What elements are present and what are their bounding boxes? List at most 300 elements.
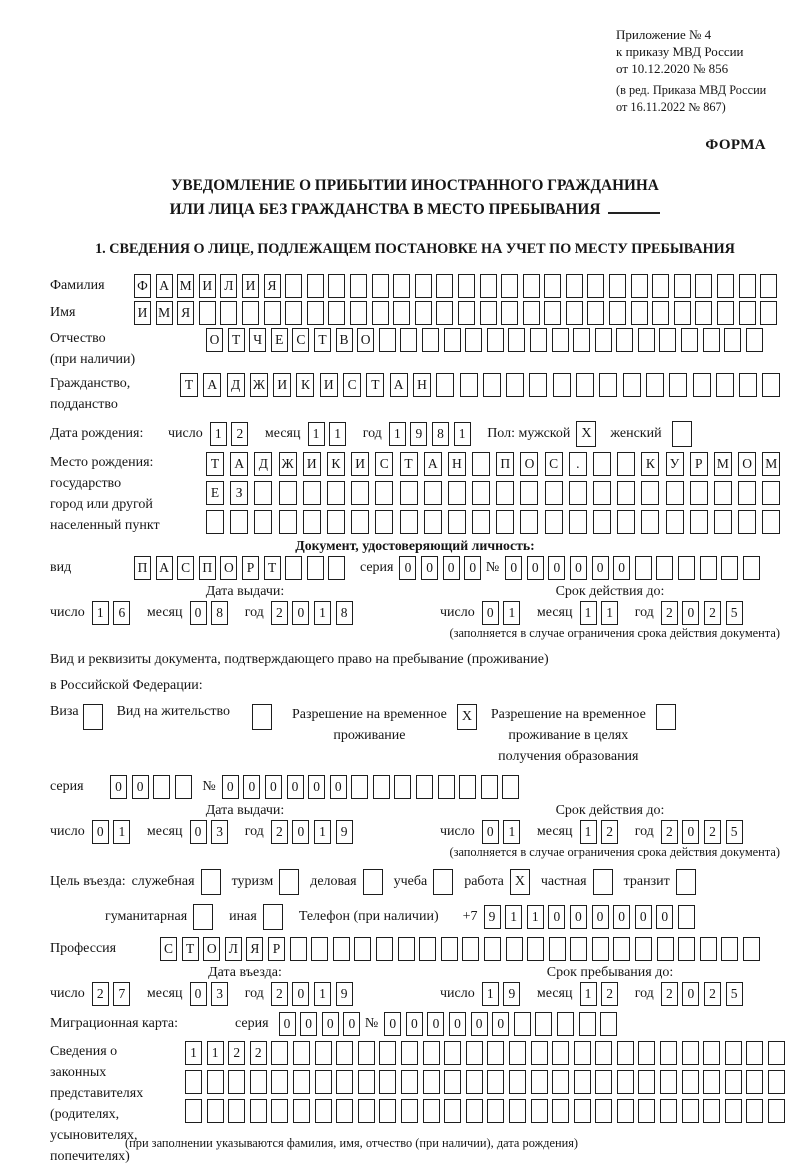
visa-checkbox[interactable] <box>83 704 103 730</box>
char-cell[interactable]: 1 <box>210 422 227 446</box>
char-cell[interactable] <box>660 1099 677 1123</box>
char-cell[interactable] <box>444 1099 461 1123</box>
char-cell[interactable]: 0 <box>132 775 149 799</box>
char-cell[interactable] <box>271 1041 288 1065</box>
char-cell[interactable]: 0 <box>482 601 499 625</box>
char-cell[interactable]: 1 <box>92 601 109 625</box>
char-cell[interactable] <box>678 556 695 580</box>
char-cell[interactable] <box>593 481 611 505</box>
char-cell[interactable]: 1 <box>527 905 544 929</box>
char-cell[interactable]: 0 <box>443 556 460 580</box>
char-cell[interactable] <box>336 1070 353 1094</box>
purpose-transit-checkbox[interactable] <box>676 869 696 895</box>
char-cell[interactable] <box>531 1041 548 1065</box>
char-cell[interactable] <box>531 1070 548 1094</box>
char-cell[interactable]: Д <box>227 373 245 397</box>
char-cell[interactable] <box>738 510 756 534</box>
char-cell[interactable] <box>593 510 611 534</box>
char-cell[interactable] <box>509 1070 526 1094</box>
char-cell[interactable] <box>466 1041 483 1065</box>
char-cell[interactable] <box>674 274 691 298</box>
char-cell[interactable] <box>724 328 741 352</box>
char-cell[interactable]: В <box>336 328 353 352</box>
char-cell[interactable] <box>569 510 587 534</box>
char-cell[interactable]: Ж <box>279 452 297 476</box>
char-cell[interactable] <box>483 373 501 397</box>
char-cell[interactable]: 1 <box>580 982 597 1006</box>
char-cell[interactable]: 6 <box>113 601 130 625</box>
char-cell[interactable] <box>424 481 442 505</box>
char-cell[interactable] <box>199 301 216 325</box>
char-cell[interactable]: 9 <box>410 422 427 446</box>
char-cell[interactable] <box>544 301 561 325</box>
char-cell[interactable] <box>379 1099 396 1123</box>
char-cell[interactable] <box>271 1099 288 1123</box>
char-cell[interactable]: 0 <box>682 601 699 625</box>
char-cell[interactable] <box>721 556 738 580</box>
char-cell[interactable] <box>465 328 482 352</box>
char-cell[interactable] <box>646 373 664 397</box>
char-cell[interactable] <box>460 373 478 397</box>
char-cell[interactable] <box>415 301 432 325</box>
char-cell[interactable] <box>207 1099 224 1123</box>
char-cell[interactable]: 0 <box>330 775 347 799</box>
char-cell[interactable]: 0 <box>406 1012 423 1036</box>
char-cell[interactable] <box>351 775 368 799</box>
char-cell[interactable] <box>739 274 756 298</box>
char-cell[interactable]: 0 <box>190 820 207 844</box>
char-cell[interactable] <box>762 373 780 397</box>
char-cell[interactable] <box>635 556 652 580</box>
char-cell[interactable]: И <box>303 452 321 476</box>
char-cell[interactable]: 0 <box>570 556 587 580</box>
char-cell[interactable] <box>466 1099 483 1123</box>
char-cell[interactable]: 1 <box>503 601 520 625</box>
char-cell[interactable] <box>746 1041 763 1065</box>
char-cell[interactable] <box>448 481 466 505</box>
char-cell[interactable] <box>681 328 698 352</box>
char-cell[interactable]: 0 <box>110 775 127 799</box>
char-cell[interactable] <box>351 481 369 505</box>
char-cell[interactable]: 2 <box>661 982 678 1006</box>
char-cell[interactable] <box>279 510 297 534</box>
char-cell[interactable]: 0 <box>548 905 565 929</box>
char-cell[interactable]: С <box>375 452 393 476</box>
char-cell[interactable] <box>358 1070 375 1094</box>
char-cell[interactable]: 2 <box>601 820 618 844</box>
char-cell[interactable]: 0 <box>243 775 260 799</box>
char-cell[interactable]: М <box>177 274 194 298</box>
char-cell[interactable]: 2 <box>92 982 109 1006</box>
char-cell[interactable] <box>674 301 691 325</box>
char-cell[interactable]: О <box>203 937 220 961</box>
char-cell[interactable]: 2 <box>704 982 721 1006</box>
char-cell[interactable]: Я <box>246 937 263 961</box>
char-cell[interactable]: 0 <box>635 905 652 929</box>
char-cell[interactable] <box>398 937 415 961</box>
char-cell[interactable] <box>552 1070 569 1094</box>
char-cell[interactable]: 1 <box>113 820 130 844</box>
char-cell[interactable] <box>566 274 583 298</box>
char-cell[interactable] <box>617 1041 634 1065</box>
char-cell[interactable] <box>472 481 490 505</box>
char-cell[interactable]: 2 <box>228 1041 245 1065</box>
char-cell[interactable] <box>424 510 442 534</box>
char-cell[interactable]: Е <box>271 328 288 352</box>
char-cell[interactable]: 0 <box>492 1012 509 1036</box>
char-cell[interactable] <box>508 328 525 352</box>
char-cell[interactable] <box>762 481 780 505</box>
temp-residence-checkbox[interactable]: X <box>457 704 477 730</box>
char-cell[interactable]: Р <box>268 937 285 961</box>
char-cell[interactable]: 0 <box>343 1012 360 1036</box>
char-cell[interactable] <box>617 452 635 476</box>
char-cell[interactable] <box>327 510 345 534</box>
char-cell[interactable]: 9 <box>336 982 353 1006</box>
purpose-business-checkbox[interactable] <box>363 869 383 895</box>
purpose-other-checkbox[interactable] <box>263 904 283 930</box>
char-cell[interactable] <box>666 481 684 505</box>
char-cell[interactable]: 3 <box>211 982 228 1006</box>
char-cell[interactable] <box>725 1070 742 1094</box>
char-cell[interactable]: 0 <box>471 1012 488 1036</box>
char-cell[interactable] <box>419 937 436 961</box>
char-cell[interactable] <box>725 1041 742 1065</box>
char-cell[interactable]: Ч <box>249 328 266 352</box>
char-cell[interactable] <box>617 481 635 505</box>
char-cell[interactable] <box>574 1099 591 1123</box>
char-cell[interactable] <box>623 373 641 397</box>
char-cell[interactable] <box>574 1070 591 1094</box>
char-cell[interactable] <box>441 937 458 961</box>
char-cell[interactable] <box>700 556 717 580</box>
char-cell[interactable] <box>250 1099 267 1123</box>
char-cell[interactable] <box>617 1099 634 1123</box>
char-cell[interactable] <box>641 481 659 505</box>
char-cell[interactable]: 1 <box>389 422 406 446</box>
char-cell[interactable] <box>423 1070 440 1094</box>
char-cell[interactable] <box>768 1070 785 1094</box>
char-cell[interactable] <box>438 775 455 799</box>
char-cell[interactable] <box>379 328 396 352</box>
char-cell[interactable] <box>487 1070 504 1094</box>
char-cell[interactable]: М <box>156 301 173 325</box>
char-cell[interactable]: Л <box>225 937 242 961</box>
char-cell[interactable]: 1 <box>580 820 597 844</box>
char-cell[interactable] <box>230 510 248 534</box>
char-cell[interactable] <box>228 1099 245 1123</box>
char-cell[interactable] <box>401 1070 418 1094</box>
char-cell[interactable] <box>638 1070 655 1094</box>
char-cell[interactable] <box>373 775 390 799</box>
char-cell[interactable] <box>746 328 763 352</box>
char-cell[interactable] <box>638 328 655 352</box>
char-cell[interactable]: А <box>156 274 173 298</box>
char-cell[interactable] <box>595 328 612 352</box>
char-cell[interactable]: Т <box>228 328 245 352</box>
char-cell[interactable]: 2 <box>704 601 721 625</box>
char-cell[interactable] <box>375 510 393 534</box>
char-cell[interactable] <box>185 1099 202 1123</box>
char-cell[interactable] <box>631 274 648 298</box>
char-cell[interactable] <box>358 1041 375 1065</box>
char-cell[interactable] <box>242 301 259 325</box>
char-cell[interactable] <box>250 1070 267 1094</box>
char-cell[interactable]: 1 <box>314 820 331 844</box>
char-cell[interactable] <box>678 937 695 961</box>
char-cell[interactable] <box>315 1099 332 1123</box>
char-cell[interactable] <box>175 775 192 799</box>
char-cell[interactable] <box>595 1070 612 1094</box>
char-cell[interactable]: С <box>292 328 309 352</box>
char-cell[interactable]: И <box>320 373 338 397</box>
char-cell[interactable] <box>376 937 393 961</box>
char-cell[interactable] <box>423 1041 440 1065</box>
char-cell[interactable]: 2 <box>601 982 618 1006</box>
char-cell[interactable]: 1 <box>580 601 597 625</box>
char-cell[interactable]: О <box>357 328 374 352</box>
char-cell[interactable] <box>487 328 504 352</box>
char-cell[interactable] <box>617 1070 634 1094</box>
purpose-work-checkbox[interactable]: X <box>510 869 530 895</box>
char-cell[interactable] <box>496 481 514 505</box>
char-cell[interactable] <box>530 328 547 352</box>
char-cell[interactable]: 7 <box>113 982 130 1006</box>
char-cell[interactable] <box>303 510 321 534</box>
char-cell[interactable]: 0 <box>449 1012 466 1036</box>
char-cell[interactable] <box>739 373 757 397</box>
char-cell[interactable] <box>480 274 497 298</box>
char-cell[interactable] <box>743 556 760 580</box>
char-cell[interactable]: 9 <box>503 982 520 1006</box>
char-cell[interactable]: 2 <box>271 982 288 1006</box>
char-cell[interactable] <box>613 937 630 961</box>
char-cell[interactable] <box>721 937 738 961</box>
char-cell[interactable] <box>254 481 272 505</box>
char-cell[interactable] <box>415 274 432 298</box>
char-cell[interactable]: А <box>156 556 173 580</box>
char-cell[interactable] <box>545 481 563 505</box>
char-cell[interactable]: Л <box>220 274 237 298</box>
char-cell[interactable]: 0 <box>570 905 587 929</box>
char-cell[interactable]: 0 <box>292 982 309 1006</box>
char-cell[interactable] <box>336 1099 353 1123</box>
char-cell[interactable]: 8 <box>432 422 449 446</box>
char-cell[interactable] <box>762 510 780 534</box>
char-cell[interactable] <box>587 301 604 325</box>
char-cell[interactable]: 0 <box>592 556 609 580</box>
char-cell[interactable] <box>760 301 777 325</box>
char-cell[interactable] <box>609 274 626 298</box>
char-cell[interactable]: А <box>230 452 248 476</box>
char-cell[interactable]: З <box>230 481 248 505</box>
char-cell[interactable] <box>659 328 676 352</box>
char-cell[interactable] <box>336 1041 353 1065</box>
char-cell[interactable]: 9 <box>336 820 353 844</box>
purpose-official-checkbox[interactable] <box>201 869 221 895</box>
char-cell[interactable] <box>570 937 587 961</box>
residence-permit-checkbox[interactable] <box>252 704 272 730</box>
char-cell[interactable] <box>520 510 538 534</box>
sex-female-checkbox[interactable] <box>672 421 692 447</box>
char-cell[interactable]: 0 <box>548 556 565 580</box>
char-cell[interactable]: 1 <box>329 422 346 446</box>
char-cell[interactable] <box>351 510 369 534</box>
char-cell[interactable] <box>279 481 297 505</box>
char-cell[interactable] <box>285 301 302 325</box>
char-cell[interactable] <box>529 373 547 397</box>
char-cell[interactable]: Д <box>254 452 272 476</box>
char-cell[interactable] <box>207 1070 224 1094</box>
char-cell[interactable] <box>506 373 524 397</box>
char-cell[interactable] <box>379 1070 396 1094</box>
char-cell[interactable] <box>448 510 466 534</box>
char-cell[interactable] <box>553 373 571 397</box>
char-cell[interactable]: О <box>206 328 223 352</box>
char-cell[interactable] <box>462 937 479 961</box>
char-cell[interactable] <box>459 775 476 799</box>
char-cell[interactable] <box>700 937 717 961</box>
char-cell[interactable] <box>375 481 393 505</box>
char-cell[interactable] <box>328 301 345 325</box>
char-cell[interactable]: Е <box>206 481 224 505</box>
char-cell[interactable]: О <box>220 556 237 580</box>
char-cell[interactable]: Т <box>366 373 384 397</box>
char-cell[interactable] <box>372 301 389 325</box>
char-cell[interactable]: 0 <box>292 601 309 625</box>
char-cell[interactable] <box>576 373 594 397</box>
char-cell[interactable] <box>678 905 695 929</box>
char-cell[interactable] <box>501 274 518 298</box>
char-cell[interactable] <box>303 481 321 505</box>
char-cell[interactable] <box>638 1041 655 1065</box>
char-cell[interactable]: М <box>714 452 732 476</box>
char-cell[interactable]: Т <box>182 937 199 961</box>
char-cell[interactable] <box>328 556 345 580</box>
char-cell[interactable]: 0 <box>427 1012 444 1036</box>
char-cell[interactable]: М <box>762 452 780 476</box>
char-cell[interactable] <box>354 937 371 961</box>
char-cell[interactable] <box>609 301 626 325</box>
char-cell[interactable] <box>290 937 307 961</box>
purpose-private-checkbox[interactable] <box>593 869 613 895</box>
char-cell[interactable]: 0 <box>464 556 481 580</box>
char-cell[interactable] <box>333 937 350 961</box>
char-cell[interactable]: 0 <box>300 1012 317 1036</box>
char-cell[interactable] <box>599 373 617 397</box>
char-cell[interactable]: 0 <box>265 775 282 799</box>
char-cell[interactable]: И <box>199 274 216 298</box>
char-cell[interactable] <box>271 1070 288 1094</box>
char-cell[interactable] <box>502 775 519 799</box>
char-cell[interactable] <box>228 1070 245 1094</box>
char-cell[interactable] <box>669 373 687 397</box>
char-cell[interactable] <box>372 274 389 298</box>
char-cell[interactable]: Т <box>400 452 418 476</box>
char-cell[interactable]: 0 <box>682 820 699 844</box>
char-cell[interactable] <box>656 556 673 580</box>
char-cell[interactable] <box>466 1070 483 1094</box>
char-cell[interactable]: 0 <box>279 1012 296 1036</box>
char-cell[interactable] <box>481 775 498 799</box>
char-cell[interactable]: Р <box>242 556 259 580</box>
char-cell[interactable] <box>400 481 418 505</box>
char-cell[interactable] <box>690 510 708 534</box>
char-cell[interactable] <box>496 510 514 534</box>
char-cell[interactable]: 2 <box>271 601 288 625</box>
char-cell[interactable]: 0 <box>613 905 630 929</box>
char-cell[interactable] <box>509 1041 526 1065</box>
char-cell[interactable] <box>328 274 345 298</box>
char-cell[interactable] <box>574 1041 591 1065</box>
char-cell[interactable] <box>484 937 501 961</box>
char-cell[interactable]: 1 <box>503 820 520 844</box>
char-cell[interactable]: 0 <box>322 1012 339 1036</box>
char-cell[interactable] <box>593 452 611 476</box>
char-cell[interactable] <box>739 301 756 325</box>
char-cell[interactable] <box>682 1070 699 1094</box>
char-cell[interactable] <box>416 775 433 799</box>
char-cell[interactable] <box>401 1041 418 1065</box>
char-cell[interactable] <box>315 1041 332 1065</box>
char-cell[interactable] <box>693 373 711 397</box>
char-cell[interactable] <box>393 274 410 298</box>
char-cell[interactable] <box>631 301 648 325</box>
char-cell[interactable] <box>579 1012 596 1036</box>
char-cell[interactable]: 0 <box>613 556 630 580</box>
char-cell[interactable]: 1 <box>207 1041 224 1065</box>
char-cell[interactable]: 0 <box>92 820 109 844</box>
char-cell[interactable] <box>616 328 633 352</box>
char-cell[interactable]: Т <box>264 556 281 580</box>
char-cell[interactable] <box>760 274 777 298</box>
char-cell[interactable] <box>307 556 324 580</box>
char-cell[interactable] <box>592 937 609 961</box>
char-cell[interactable] <box>327 481 345 505</box>
char-cell[interactable] <box>743 937 760 961</box>
char-cell[interactable] <box>506 937 523 961</box>
char-cell[interactable]: 2 <box>271 820 288 844</box>
char-cell[interactable]: Ж <box>250 373 268 397</box>
char-cell[interactable] <box>487 1099 504 1123</box>
char-cell[interactable] <box>444 1070 461 1094</box>
char-cell[interactable] <box>660 1070 677 1094</box>
char-cell[interactable]: 0 <box>421 556 438 580</box>
char-cell[interactable] <box>400 328 417 352</box>
char-cell[interactable]: А <box>424 452 442 476</box>
char-cell[interactable] <box>523 274 540 298</box>
char-cell[interactable]: 2 <box>661 601 678 625</box>
char-cell[interactable]: 0 <box>592 905 609 929</box>
char-cell[interactable]: У <box>666 452 684 476</box>
char-cell[interactable] <box>549 937 566 961</box>
char-cell[interactable]: Р <box>690 452 708 476</box>
char-cell[interactable]: П <box>134 556 151 580</box>
char-cell[interactable]: С <box>343 373 361 397</box>
char-cell[interactable]: Н <box>448 452 466 476</box>
char-cell[interactable] <box>717 301 734 325</box>
char-cell[interactable] <box>472 452 490 476</box>
char-cell[interactable] <box>436 274 453 298</box>
char-cell[interactable]: 3 <box>211 820 228 844</box>
char-cell[interactable]: 1 <box>482 982 499 1006</box>
char-cell[interactable]: 9 <box>484 905 501 929</box>
char-cell[interactable] <box>401 1099 418 1123</box>
char-cell[interactable]: И <box>242 274 259 298</box>
char-cell[interactable]: И <box>273 373 291 397</box>
char-cell[interactable] <box>315 1070 332 1094</box>
char-cell[interactable]: 2 <box>231 422 248 446</box>
